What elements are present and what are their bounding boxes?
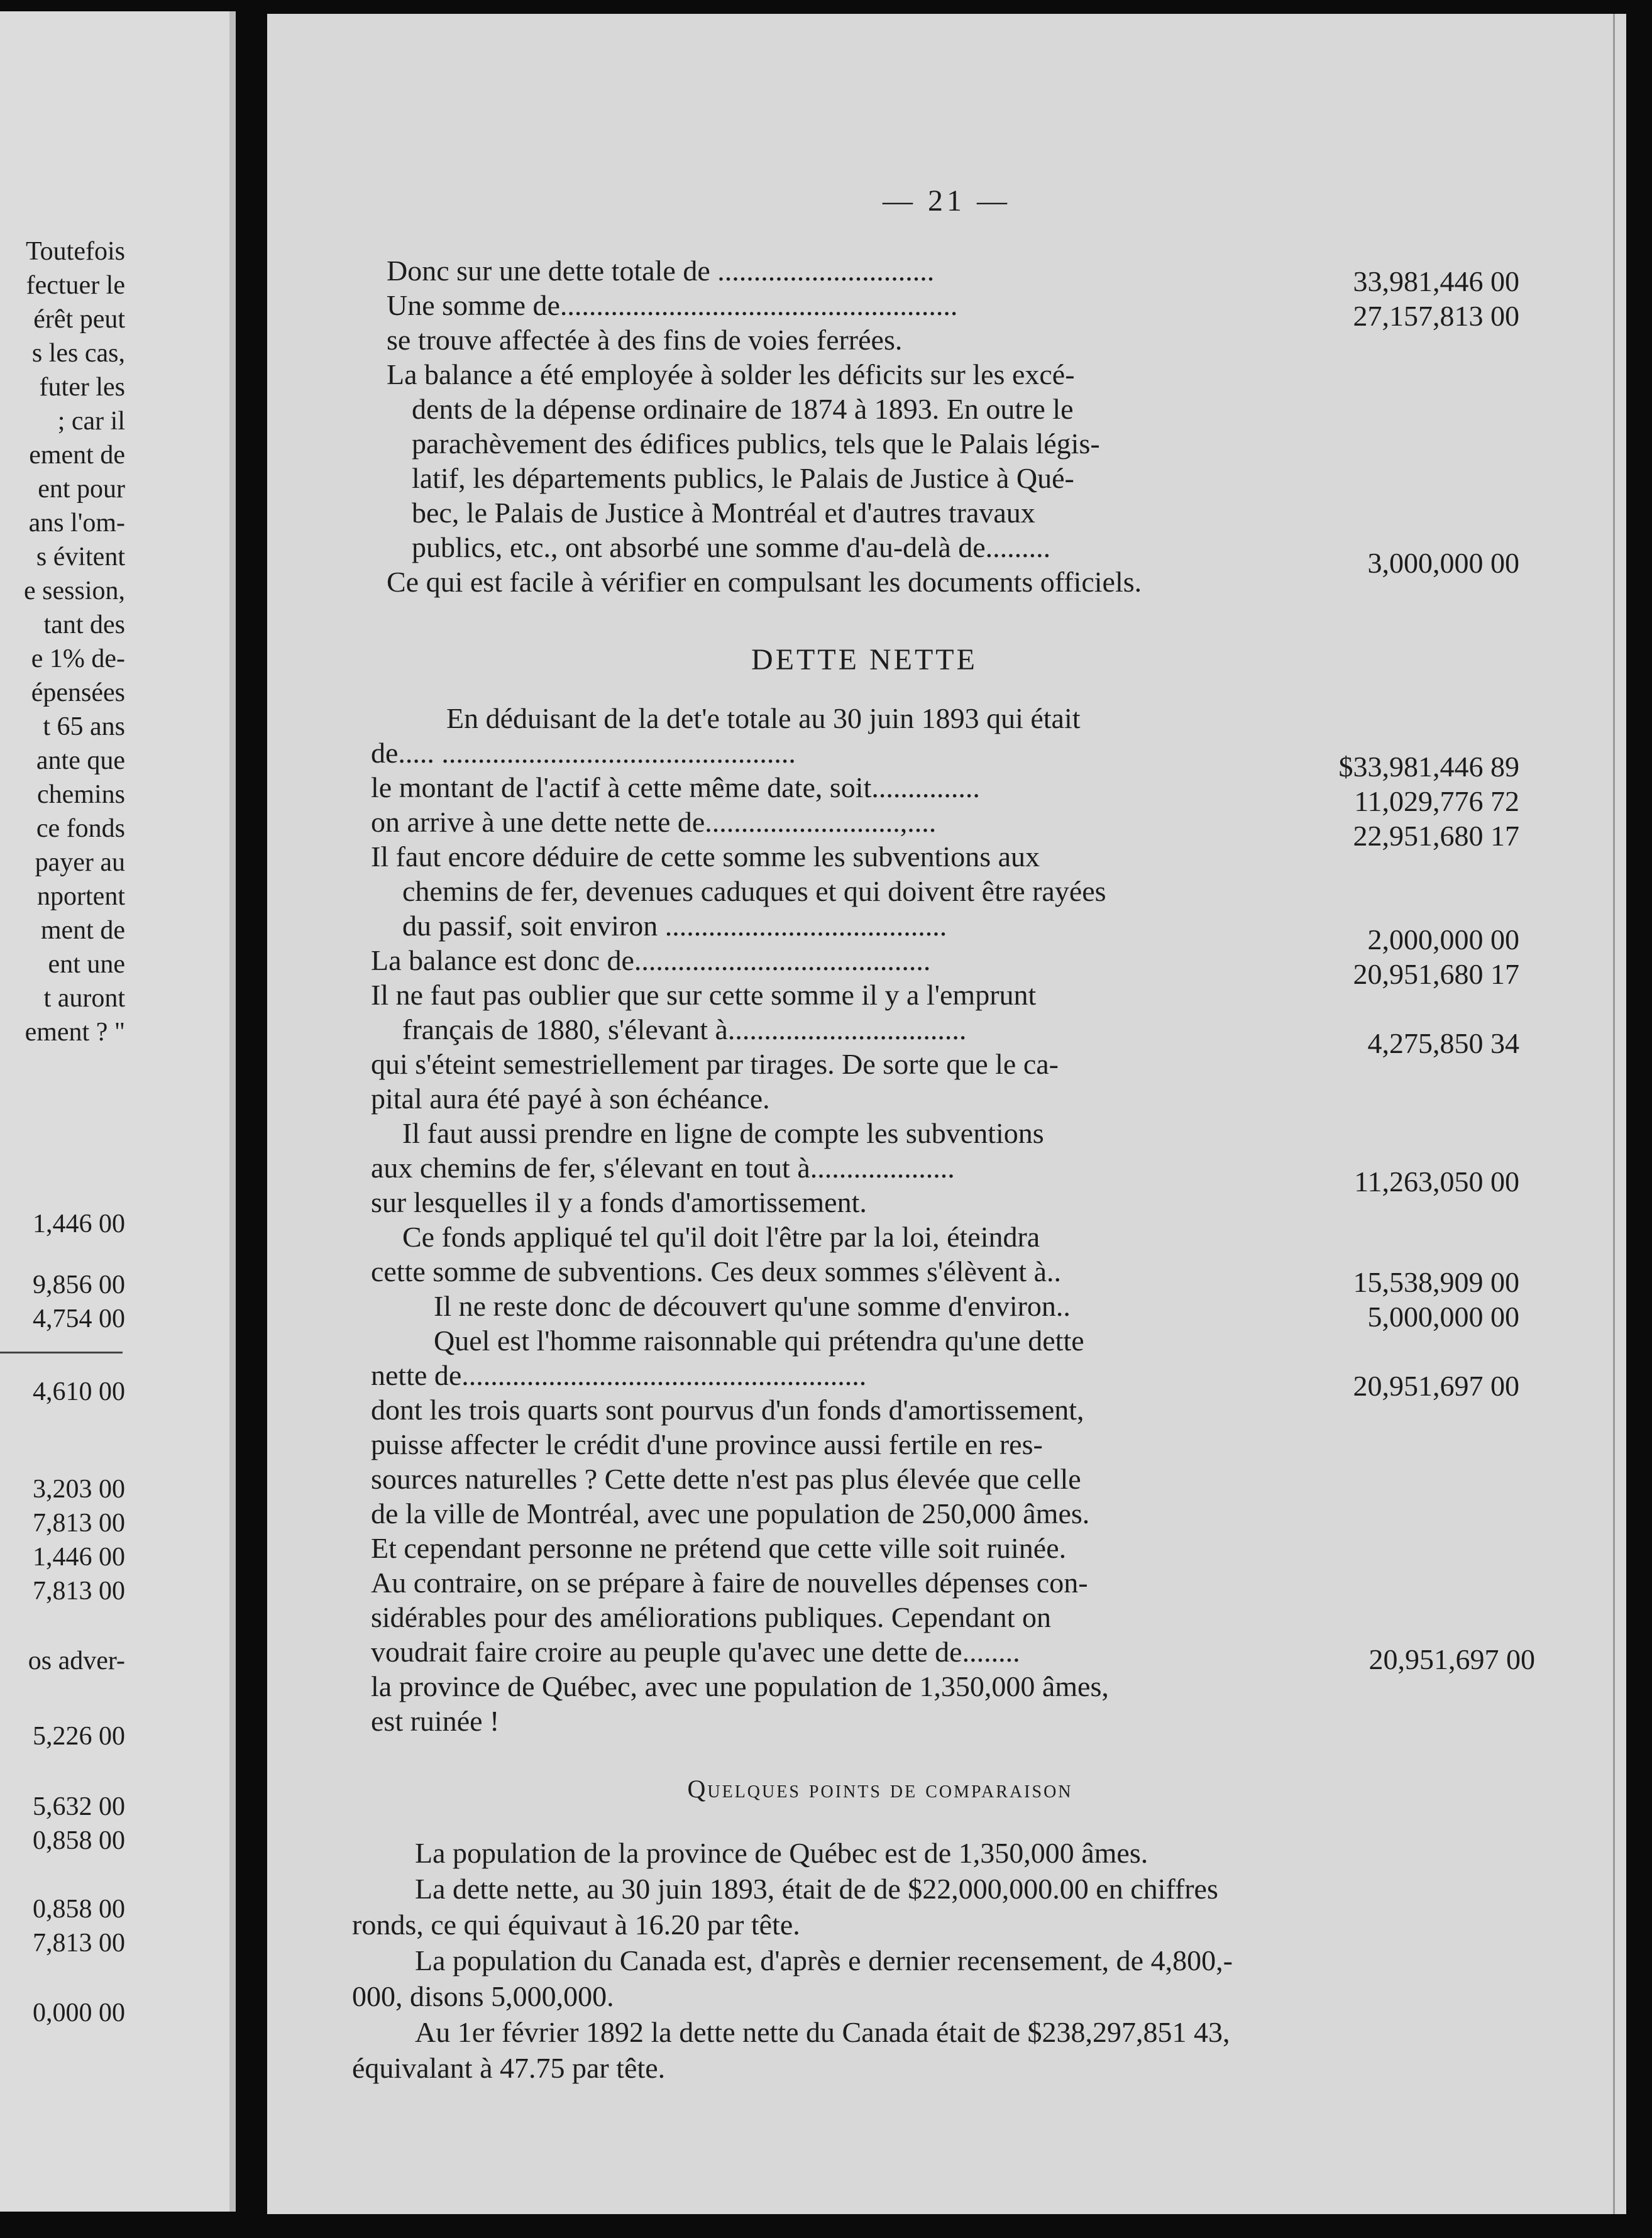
left-fragment: nportent	[37, 882, 125, 911]
text-line: de..... .................................................	[371, 737, 796, 769]
text-line: dont les trois quarts sont pourvus d'un fonds d'amortissement,	[371, 1394, 1084, 1426]
left-fragment: 7,813 00	[33, 1929, 125, 1958]
left-fragment: 7,813 00	[33, 1509, 125, 1538]
page-edge	[1613, 14, 1615, 2214]
text-line: dents de la dépense ordinaire de 1874 à 1893. En outre le	[412, 393, 1074, 425]
text-line: équivalant à 47.75 par tête.	[352, 2052, 666, 2084]
left-fragment: 9,856 00	[33, 1271, 125, 1299]
amount: 20,951,697 00	[1368, 1643, 1535, 1675]
left-fragment: ement de	[29, 441, 125, 470]
text-line: La balance est donc de.........................................	[371, 944, 931, 976]
text-line: est ruinée !	[371, 1705, 500, 1737]
text-line: du passif, soit environ .......................................	[402, 910, 947, 942]
section-heading: DETTE NETTE	[751, 643, 977, 676]
text-line: Donc sur une dette totale de ..............................	[387, 255, 935, 287]
left-fragment: chemins	[37, 780, 125, 809]
amount: 15,538,909 00	[1353, 1266, 1519, 1298]
left-fragment: fectuer le	[26, 271, 125, 300]
text-line: Il faut encore déduire de cette somme les subventions aux	[371, 841, 1040, 873]
left-fragment: ; car il	[57, 407, 125, 436]
left-fragment: 1,446 00	[33, 1543, 125, 1572]
amount: 20,951,680 17	[1353, 958, 1519, 990]
text-line: le montant de l'actif à cette même date, soit...............	[371, 771, 980, 803]
text-line: La population du Canada est, d'après e dernier recensement, de 4,800,-	[415, 1944, 1233, 1976]
text-line: se trouve affectée à des fins de voies ferrées.	[387, 324, 903, 356]
left-fragment: 0,000 00	[33, 1998, 125, 2027]
amount: 11,263,050 00	[1354, 1166, 1519, 1198]
left-fragment: 3,203 00	[33, 1475, 125, 1504]
text-line: publics, etc., ont absorbé une somme d'au-delà de.........	[412, 531, 1051, 563]
left-fragment: tant des	[43, 610, 125, 639]
text-line: Ce fonds appliqué tel qu'il doit l'être par la loi, éteindra	[402, 1221, 1040, 1253]
left-fragment: payer au	[35, 848, 125, 877]
text-line: Il ne faut pas oublier que sur cette somme il y a l'emprunt	[371, 979, 1037, 1011]
sum-rule	[0, 1352, 123, 1353]
left-fragment: s évitent	[36, 543, 125, 571]
text-line: La balance a été employée à solder les déficits sur les excé-	[387, 358, 1075, 390]
left-fragment: ante que	[36, 746, 125, 775]
text-line: on arrive à une dette nette de...........................,....	[371, 806, 937, 838]
text-line: Il faut aussi prendre en ligne de compte les subventions	[402, 1117, 1044, 1149]
text-line: nette de........................................................	[371, 1359, 867, 1391]
document-page	[267, 14, 1626, 2214]
text-line: latif, les départements publics, le Palais de Justice à Qué-	[412, 462, 1074, 494]
text-line: de la ville de Montréal, avec une population de 250,000 âmes.	[371, 1497, 1090, 1530]
text-line: Et cependant personne ne prétend que cette ville soit ruinée.	[371, 1532, 1067, 1564]
text-line: cette somme de subventions. Ces deux sommes s'élèvent à..	[371, 1255, 1062, 1287]
left-fragment: futer les	[39, 373, 125, 402]
text-line: Au contraire, on se prépare à faire de nouvelles dépenses con-	[371, 1567, 1088, 1599]
text-line: Une somme de.......................................................	[387, 289, 958, 321]
left-fragment: e session,	[24, 576, 125, 605]
amount: 4,275,850 34	[1367, 1027, 1519, 1059]
left-fragment: ans l'om-	[28, 509, 125, 537]
previous-page-fragment	[0, 11, 236, 2212]
left-fragment: 1,446 00	[33, 1210, 125, 1238]
section-heading: Quelques points de comparaison	[687, 1775, 1073, 1803]
text-line: La dette nette, au 30 juin 1893, était de de $22,000,000.00 en chiffres	[415, 1873, 1218, 1905]
page-number: — 21 —	[883, 184, 1011, 218]
left-fragment: Toutefois	[25, 237, 125, 266]
text-line: voudrait faire croire au peuple qu'avec une dette de........	[371, 1636, 1020, 1668]
text-line: chemins de fer, devenues caduques et qui doivent être rayées	[402, 875, 1106, 907]
left-fragment: 5,632 00	[33, 1792, 125, 1821]
left-fragment: t 65 ans	[43, 712, 125, 741]
text-line: Il ne reste donc de découvert qu'une somme d'environ..	[434, 1290, 1071, 1322]
amount: 33,981,446 00	[1353, 265, 1519, 297]
text-line: Quel est l'homme raisonnable qui prétendra qu'une dette	[434, 1325, 1084, 1357]
left-fragment: ment de	[40, 916, 125, 945]
amount: 20,951,697 00	[1353, 1370, 1519, 1402]
text-line: ronds, ce qui équivaut à 16.20 par tête.	[352, 1909, 800, 1941]
text-line: Au 1er février 1892 la dette nette du Canada était de $238,297,851 43,	[415, 2016, 1230, 2048]
text-line: Ce qui est facile à vérifier en compulsant les documents officiels.	[387, 566, 1142, 598]
left-fragment: ent pour	[38, 475, 125, 504]
left-fragment: e 1% de-	[31, 644, 125, 673]
text-line: parachèvement des édifices publics, tels que le Palais légis-	[412, 427, 1100, 460]
amount: 3,000,000 00	[1367, 547, 1519, 579]
left-fragment: 7,813 00	[33, 1577, 125, 1606]
left-fragment: t auront	[43, 984, 125, 1013]
left-fragment: s les cas,	[31, 339, 125, 368]
left-fragment: 5,226 00	[33, 1722, 125, 1751]
left-fragment: 0,858 00	[33, 1826, 125, 1855]
amount: 27,157,813 00	[1353, 300, 1519, 332]
amount: 2,000,000 00	[1367, 923, 1519, 956]
page-edge	[229, 11, 236, 2212]
amount: $33,981,446 89	[1338, 751, 1519, 783]
text-line: français de 1880, s'élevant à.................................	[402, 1013, 967, 1045]
left-fragment: ent une	[48, 950, 125, 979]
text-line: sidérables pour des améliorations publiques. Cependant on	[371, 1601, 1052, 1633]
left-fragment: 4,610 00	[33, 1377, 125, 1406]
left-fragment: 0,858 00	[33, 1895, 125, 1924]
left-fragment: ement ? "	[25, 1018, 125, 1047]
amount: 5,000,000 00	[1367, 1301, 1519, 1333]
left-fragment: os adver-	[28, 1646, 125, 1675]
text-line: aux chemins de fer, s'élevant en tout à....................	[371, 1152, 955, 1184]
text-line: pital aura été payé à son échéance.	[371, 1083, 770, 1115]
amount: 11,029,776 72	[1354, 785, 1519, 817]
text-line: bec, le Palais de Justice à Montréal et d'autres travaux	[412, 497, 1035, 529]
text-line: la province de Québec, avec une population de 1,350,000 âmes,	[371, 1670, 1109, 1702]
text-line: puisse affecter le crédit d'une province aussi fertile en res-	[371, 1428, 1043, 1460]
left-fragment: épensées	[31, 678, 125, 707]
left-fragment: ce fonds	[36, 814, 125, 843]
text-line: 000, disons 5,000,000.	[352, 1980, 614, 2012]
text-line: sources naturelles ? Cette dette n'est pas plus élevée que celle	[371, 1463, 1081, 1495]
text-line: qui s'éteint semestriellement par tirages. De sorte que le ca-	[371, 1048, 1059, 1080]
left-fragment: 4,754 00	[33, 1304, 125, 1333]
amount: 22,951,680 17	[1353, 820, 1519, 852]
text-line: La population de la province de Québec est de 1,350,000 âmes.	[415, 1837, 1148, 1869]
text-line: En déduisant de la det'e totale au 30 juin 1893 qui était	[446, 702, 1081, 734]
text-line: sur lesquelles il y a fonds d'amortissement.	[371, 1186, 867, 1218]
left-fragment: érêt peut	[33, 305, 125, 334]
